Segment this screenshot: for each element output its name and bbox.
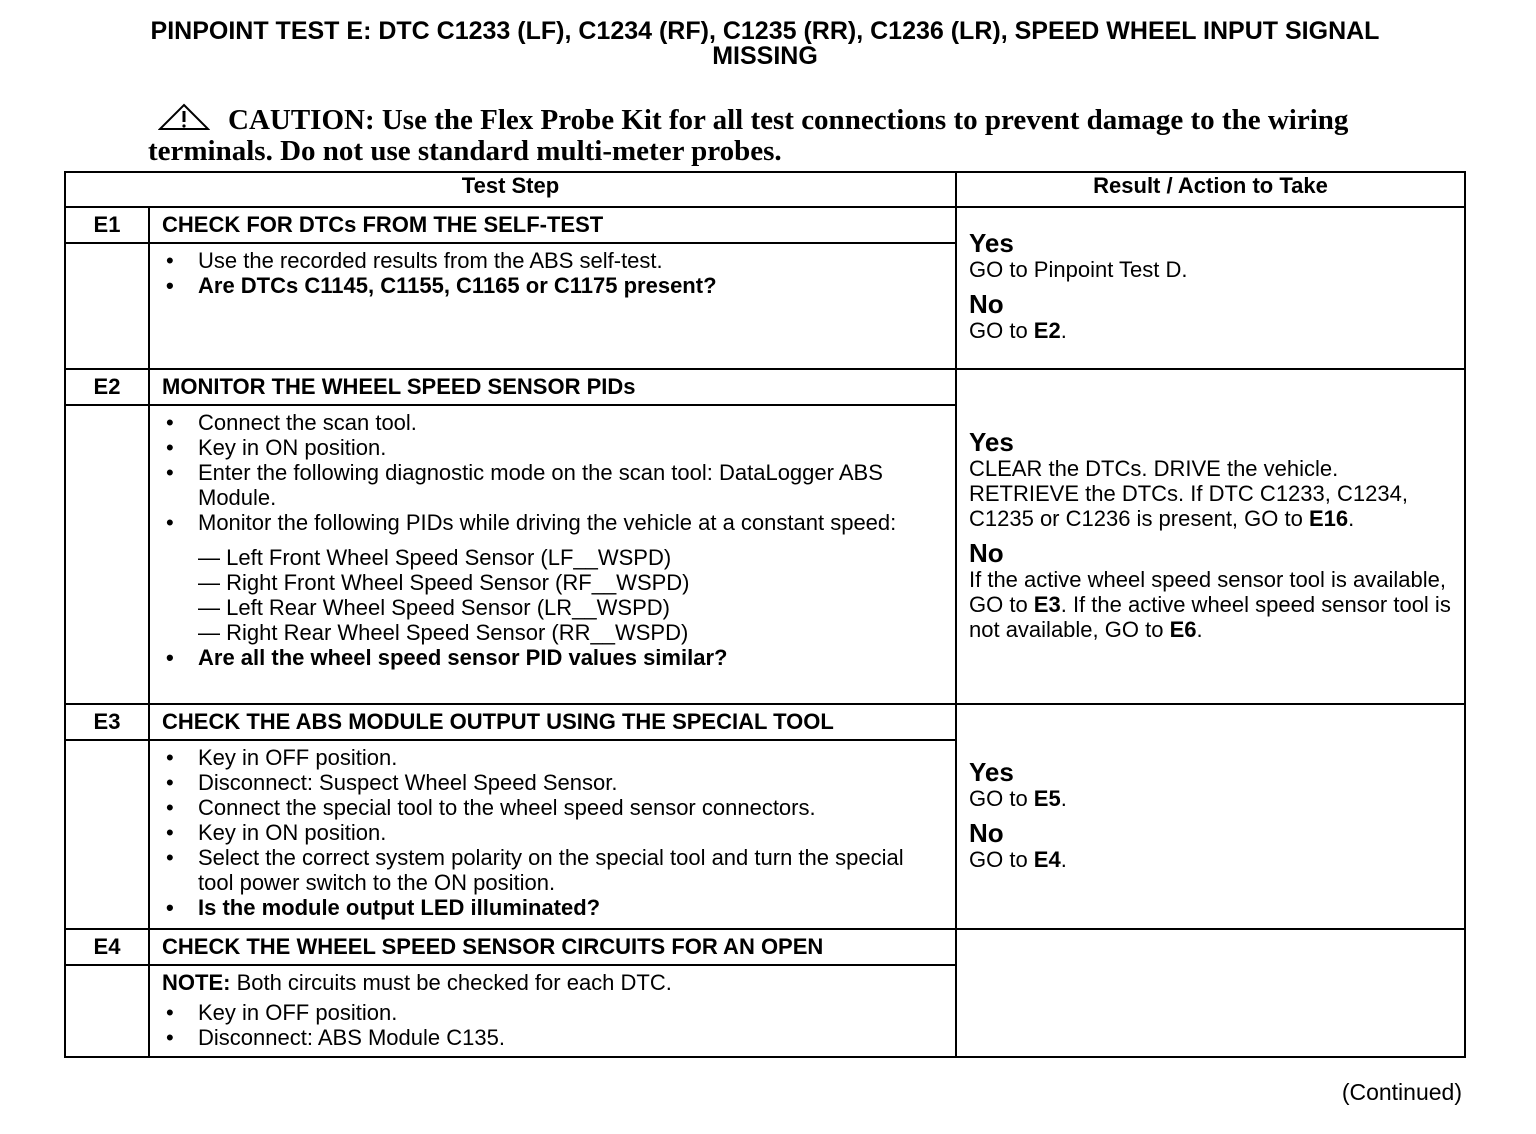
- step-title-row: [65, 704, 1465, 740]
- note-label: NOTE:: [162, 970, 231, 995]
- step-result: [956, 929, 1465, 1057]
- step-list: [162, 970, 943, 1050]
- bullet-item: • Select the correct system polarity on the special tool and turn the special tool power switch to the ON position.: [162, 845, 943, 895]
- result-text: .: [1060, 318, 1067, 343]
- bullet-item: • Disconnect: Suspect Wheel Speed Sensor.: [162, 770, 943, 795]
- header-test-step: Test Step: [65, 172, 956, 207]
- step-id-blank: [65, 243, 149, 369]
- result-text: GO to Pinpoint Test D.: [969, 257, 1188, 282]
- bullet-item: • Connect the special tool to the wheel speed sensor connectors.: [162, 795, 943, 820]
- continued-label: (Continued): [1341, 1079, 1462, 1105]
- page-title: PINPOINT TEST E: DTC C1233 (LF), C1234 (RF), C1235 (RR), C1236 (LR), SPEED WHEEL INPUT SIGNAL MISSING: [150, 17, 1380, 70]
- step-body: [149, 965, 956, 1057]
- result-text: E16: [1308, 505, 1349, 531]
- step-body: [149, 740, 956, 929]
- step-id-blank: [65, 965, 149, 1057]
- step-title: MONITOR THE WHEEL SPEED SENSOR PIDs: [149, 369, 956, 405]
- result-heading-yes: Yes: [969, 426, 1014, 457]
- result-text: . If the active wheel speed sensor tool is not available, GO to: [969, 591, 1451, 642]
- step-result: [956, 704, 1465, 929]
- step-title-row: [65, 929, 1465, 965]
- step-title: CHECK THE WHEEL SPEED SENSOR CIRCUITS FOR AN OPEN: [149, 929, 956, 965]
- result-action: [969, 456, 1454, 531]
- note-text: Both circuits must be checked for each DTC.: [230, 970, 672, 995]
- result-text: .: [1060, 785, 1067, 811]
- spacer: [162, 535, 943, 545]
- bullet-item: • Key in OFF position.: [162, 1000, 943, 1025]
- bullet-item: • Monitor the following PIDs while driving the vehicle at a constant speed:: [162, 510, 943, 535]
- bullet-item: • Connect the scan tool.: [162, 410, 943, 435]
- step-title: CHECK THE ABS MODULE OUTPUT USING THE SPECIAL TOOL: [149, 704, 956, 740]
- result-text: If the active wheel speed sensor tool is available, GO to: [969, 566, 1446, 617]
- step-list: [162, 248, 943, 298]
- bullet-item: • Use the recorded results from the ABS self-test.: [162, 248, 943, 273]
- result-heading-no: No: [969, 537, 1004, 568]
- bullet-item: • Is the module output LED illuminated?: [162, 895, 943, 920]
- pid-item: — Right Front Wheel Speed Sensor (RF__WSPD): [198, 570, 690, 595]
- warning-triangle-icon: [158, 103, 210, 131]
- step-id: E4: [65, 929, 149, 965]
- result-text: GO to: [969, 846, 1034, 872]
- caution-notice: CAUTION: Use the Flex Probe Kit for all test connections to prevent damage to the wiring terminals. Do not use standard multi-meter probes.: [148, 104, 1349, 167]
- step-result: [956, 207, 1465, 369]
- result-heading-yes: Yes: [969, 228, 1014, 258]
- bullet-item: • Key in ON position.: [162, 435, 943, 460]
- result-action: [969, 567, 1454, 642]
- result-action: [969, 257, 1454, 282]
- step-result: [956, 369, 1465, 704]
- step-list: [162, 745, 943, 920]
- pinpoint-test-table: [64, 171, 1466, 1058]
- step-id-blank: [65, 740, 149, 929]
- bullet-item: • Key in OFF position.: [162, 745, 943, 770]
- note: [162, 970, 943, 995]
- result-text: E6: [1169, 616, 1197, 642]
- pid-item: — Left Front Wheel Speed Sensor (LF__WSPD): [198, 545, 672, 570]
- result-action: [969, 786, 1454, 811]
- result-action: [969, 318, 1454, 343]
- step-body: [149, 405, 956, 704]
- step-id: E1: [65, 207, 149, 243]
- bullet-item: • Disconnect: ABS Module C135.: [162, 1025, 943, 1050]
- result-text: .: [1060, 846, 1067, 872]
- result-text: GO to: [969, 318, 1034, 343]
- result-text: E3: [1033, 591, 1061, 617]
- result-text: CLEAR the DTCs. DRIVE the vehicle. RETRIEVE the DTCs. If DTC C1233, C1234, C1235 or C1236 is present, GO to: [969, 455, 1408, 531]
- step-title: CHECK FOR DTCs FROM THE SELF-TEST: [149, 207, 956, 243]
- step-id-blank: [65, 405, 149, 704]
- pid-item: — Right Rear Wheel Speed Sensor (RR__WSPD): [198, 620, 689, 645]
- step-id: E3: [65, 704, 149, 740]
- bullet-item: • Are DTCs C1145, C1155, C1165 or C1175 present?: [162, 273, 943, 298]
- step-list: [162, 410, 943, 670]
- bullet-item: • Are all the wheel speed sensor PID values similar?: [162, 645, 943, 670]
- step-id: E2: [65, 369, 149, 405]
- result-text: E4: [1033, 846, 1061, 872]
- header-result: Result / Action to Take: [956, 172, 1465, 207]
- step-body: [149, 243, 956, 369]
- bullet-item: • Key in ON position.: [162, 820, 943, 845]
- result-text: E5: [1033, 785, 1061, 811]
- result-action: [969, 847, 1454, 872]
- step-title-row: [65, 207, 1465, 243]
- bullet-item: • Enter the following diagnostic mode on the scan tool: DataLogger ABS Module.: [162, 460, 943, 510]
- result-text: .: [1348, 505, 1355, 531]
- pid-item: — Left Rear Wheel Speed Sensor (LR__WSPD): [198, 595, 670, 620]
- step-title-row: [65, 369, 1465, 405]
- result-text: E2: [1033, 318, 1061, 343]
- result-text: GO to: [969, 785, 1034, 811]
- result-text: .: [1196, 616, 1203, 642]
- result-heading-yes: Yes: [969, 756, 1014, 787]
- result-heading-no: No: [969, 817, 1004, 848]
- result-heading-no: No: [969, 289, 1004, 319]
